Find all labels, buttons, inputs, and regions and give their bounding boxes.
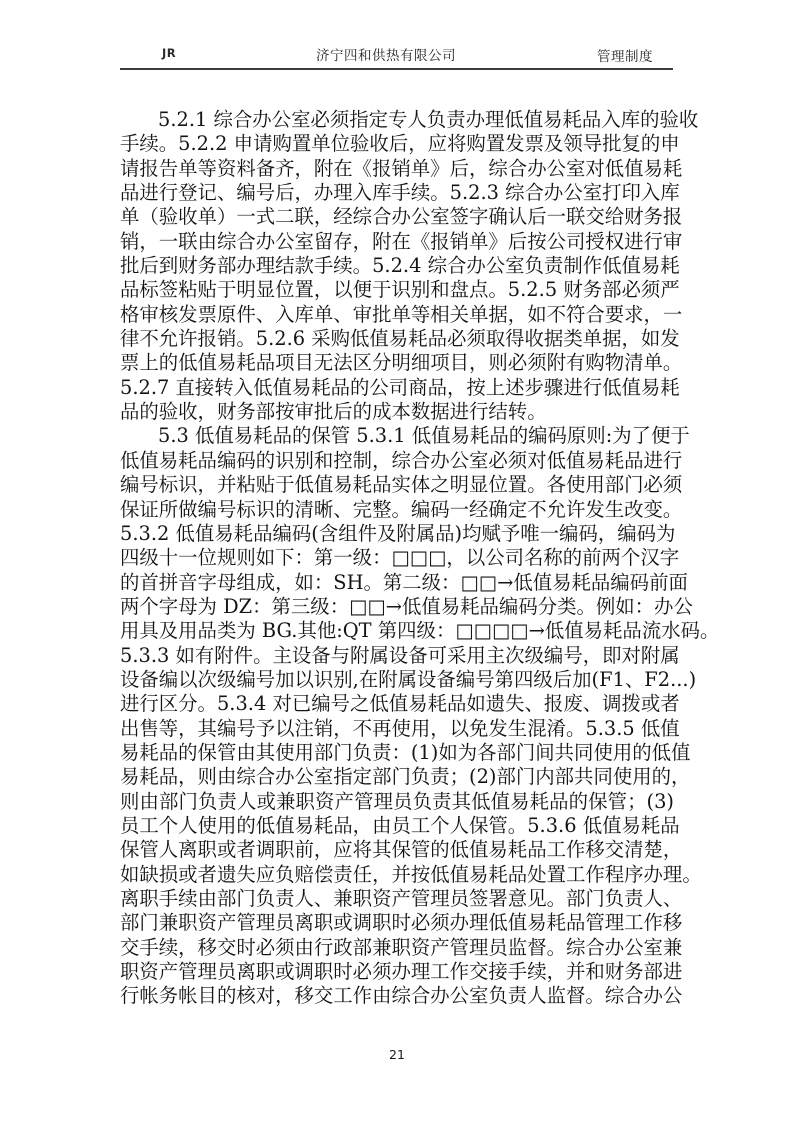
text-line: 批后到财务部办理结款手续。5.2.4 综合办公室负责制作低值易耗 [120, 254, 680, 278]
text-line: 品标签粘贴于明显位置，以便于识别和盘点。5.2.5 财务部必须严 [120, 278, 680, 302]
text-line: 编号标识，并粘贴于低值易耗品实体之明显位置。各使用部门必须 [120, 473, 683, 497]
text-line: 销，一联由综合办公室留存，附在《报销单》后按公司授权进行审 [120, 229, 683, 253]
paragraph [120, 108, 699, 424]
text-line: 出售等，其编号予以注销，不再使用，以免发生混淆。5.3.5 低值 [120, 716, 680, 740]
text-line: 如缺损或者遗失应负赔偿责任，并按低值易耗品处置工作程序办理。 [120, 862, 702, 886]
text-line: 部门兼职资产管理员离职或调职时必须办理低值易耗品管理工作移 [120, 911, 683, 935]
text-line: 设备编以次级编号加以识别,在附属设备编号第四级后加(F1、F2...) [120, 667, 697, 691]
text-line: 5.3.3 如有附件。主设备与附属设备可采用主次级编号，即对附属 [120, 643, 680, 667]
text-line: 5.3.2 低值易耗品编码(含组件及附属品)均赋予唯一编码，编码为 [120, 521, 676, 545]
text-line: 手续。5.2.2 申请购置单位验收后，应将购置发票及领导批复的申 [120, 132, 680, 156]
text-line: 用具及用品类为 BG.其他:QT 第四级：□□□□→低值易耗品流水码。 [120, 619, 720, 643]
text-line: 离职手续由部门负责人、兼职资产管理员签署意见。部门负责人、 [120, 887, 683, 910]
header-doc-type: 管理制度 [597, 49, 653, 65]
text-line: 格审核发票原件、入库单、审批单等相关单据，如不符合要求，一 [120, 302, 683, 326]
text-line: 两个字母为 DZ：第三级：□□→低值易耗品编码分类。例如：办公 [120, 594, 693, 618]
header-company-name: 济宁四和供热有限公司 [316, 48, 456, 64]
text-line: 保管人离职或者调职前，应将其保管的低值易耗品工作移交清楚， [120, 838, 683, 862]
text-line: 四级十一位规则如下：第一级：□□□，以公司名称的前两个汉字 [120, 546, 680, 570]
text-line: 票上的低值易耗品项目无法区分明细项目，则必须附有购物清单。 [120, 351, 683, 375]
text-line: 保证所做编号标识的清晰、完整。编码一经确定不允许发生改变。 [120, 497, 683, 521]
text-line: 单（验收单）一式二联，经综合办公室签字确认后一联交给财务报 [120, 205, 683, 229]
page-number: 21 [389, 1047, 405, 1062]
paragraph [120, 424, 720, 1008]
text-line: 品的验收，财务部按审批后的成本数据进行结转。 [120, 400, 547, 424]
text-line: 易耗品，则由综合办公室指定部门负责；(2)部门内部共同使用的， [120, 765, 691, 789]
text-line: 请报告单等资料备齐，附在《报销单》后，综合办公室对低值易耗 [120, 156, 683, 180]
text-line: 则由部门负责人或兼职资产管理员负责其低值易耗品的保管；(3) [120, 789, 674, 813]
text-line: 的首拼音字母组成，如：SH。第二级：□□→低值易耗品编码前面 [120, 570, 688, 594]
text-line: 职资产管理员离职或调职时必须办理工作交接手续，并和财务部进 [120, 960, 683, 984]
text-line: 行帐务帐目的核对，移交工作由综合办公室负责人监督。综合办公 [120, 984, 683, 1008]
text-line: 5.2.1 综合办公室必须指定专人负责办理低值易耗品入库的验收 [158, 108, 699, 131]
text-line: 易耗品的保管由其使用部门负责：(1)如为各部门间共同使用的低值 [120, 740, 691, 764]
text-line: 低值易耗品编码的识别和控制，综合办公室必须对低值易耗品进行 [120, 448, 683, 472]
text-line: 律不允许报销。5.2.6 采购低值易耗品必须取得收据类单据，如发 [120, 327, 680, 351]
text-line: 员工个人使用的低值易耗品，由员工个人保管。5.3.6 低值易耗品 [120, 813, 680, 837]
text-line: 品进行登记、编号后，办理入库手续。5.2.3 综合办公室打印入库 [120, 181, 680, 205]
text-line: 5.3 低值易耗品的保管 5.3.1 低值易耗品的编码原则:为了便于 [158, 424, 690, 448]
text-line: 5.2.7 直接转入低值易耗品的公司商品，按上述步骤进行低值易耗 [120, 375, 680, 399]
company-logo: JR [162, 46, 177, 60]
text-line: 进行区分。5.3.4 对已编号之低值易耗品如遗失、报废、调拨或者 [120, 692, 680, 716]
page-header [120, 34, 673, 70]
document-body [120, 108, 720, 1009]
text-line: 交手续，移交时必须由行政部兼职资产管理员监督。综合办公室兼 [120, 935, 683, 959]
page-footer [0, 1044, 794, 1063]
